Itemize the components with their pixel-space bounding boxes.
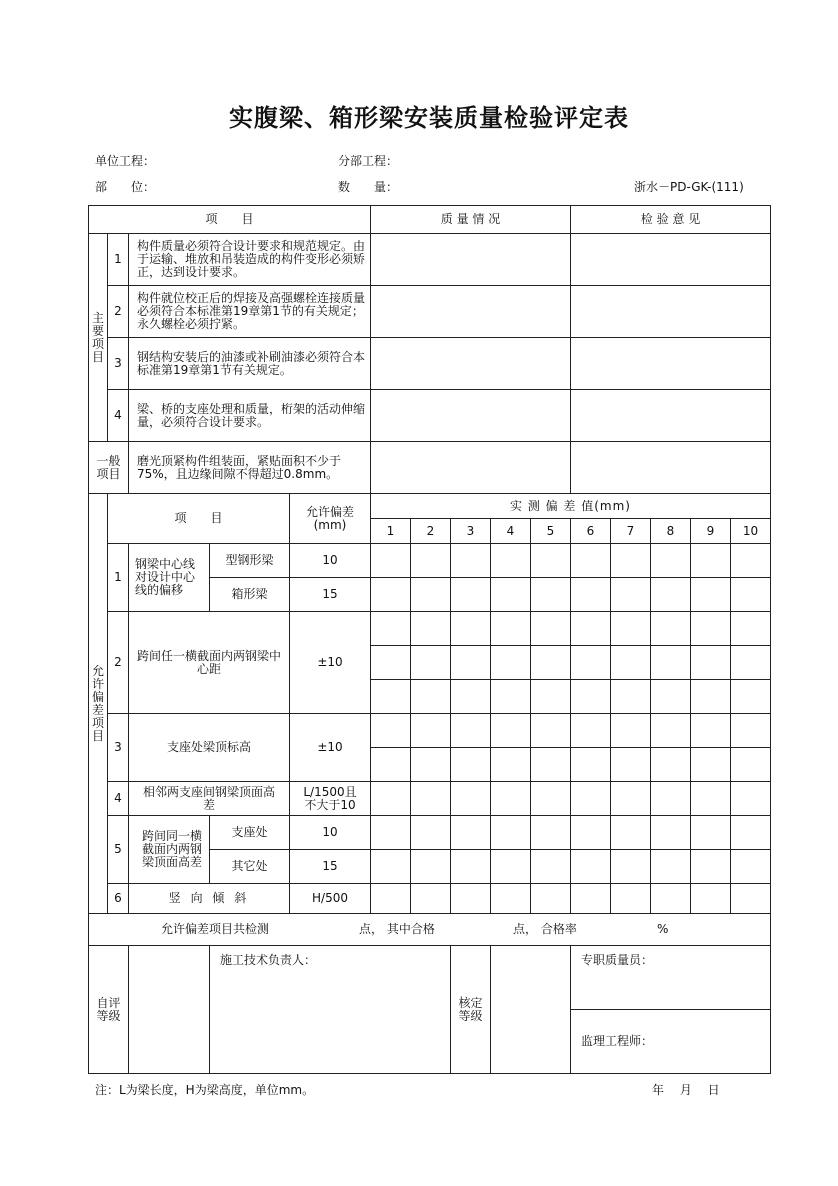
measure-cell[interactable] <box>451 680 491 714</box>
footnote: 注：L为梁长度，H为梁高度，单位mm。 <box>95 1083 315 1097</box>
tol-row-name: 竖 向 倾 斜 <box>129 884 290 914</box>
measure-cell[interactable] <box>371 850 411 884</box>
measure-cell[interactable] <box>731 612 771 646</box>
measure-cell[interactable] <box>451 782 491 816</box>
measure-cell[interactable] <box>571 884 611 914</box>
quality-cell[interactable] <box>371 338 571 390</box>
measure-cell[interactable] <box>731 646 771 680</box>
col-item-header: 项 目 <box>89 206 371 234</box>
measure-cell[interactable] <box>411 850 451 884</box>
measure-cell[interactable] <box>411 680 451 714</box>
measure-cell[interactable] <box>451 850 491 884</box>
quality-cell[interactable] <box>371 390 571 442</box>
tol-row-subitem: 支座处 <box>210 816 290 850</box>
measure-cell[interactable] <box>731 748 771 782</box>
measure-cell[interactable] <box>651 782 691 816</box>
quality-cell[interactable] <box>371 442 571 494</box>
measure-cell[interactable] <box>691 612 731 646</box>
measure-cell[interactable] <box>651 612 691 646</box>
measure-cell[interactable] <box>371 612 411 646</box>
measure-col: 10 <box>731 519 771 544</box>
tol-row-value: 10 <box>290 816 371 850</box>
tol-row-value: L/1500且不大于10 <box>290 782 371 816</box>
measure-cell[interactable] <box>611 714 651 748</box>
measure-cell[interactable] <box>411 884 451 914</box>
part-label: 部 位： <box>95 180 156 194</box>
measure-cell[interactable] <box>691 544 731 578</box>
measure-cell[interactable] <box>531 680 571 714</box>
measure-cell[interactable] <box>651 714 691 748</box>
measure-cell[interactable] <box>531 816 571 850</box>
col-opinion-header: 检 验 意 见 <box>571 206 771 234</box>
tol-row-subitem: 其它处 <box>210 850 290 884</box>
measure-cell[interactable] <box>531 748 571 782</box>
measure-cell[interactable] <box>411 816 451 850</box>
measure-cell[interactable] <box>531 578 571 612</box>
measure-cell[interactable] <box>491 646 531 680</box>
form-code: 浙水－PD-GK-(111) <box>634 180 744 194</box>
general-item-text: 磨光顶紧构件组装面，紧贴面积不少于75%，且边缘间隙不得超过0.8mm。 <box>129 442 371 494</box>
measure-cell[interactable] <box>371 748 411 782</box>
main-item-no: 2 <box>108 286 129 338</box>
measure-cell[interactable] <box>651 680 691 714</box>
measure-cell[interactable] <box>451 612 491 646</box>
measure-cell[interactable] <box>491 714 531 748</box>
tol-row-no: 5 <box>108 816 129 884</box>
tol-row-value: 15 <box>290 578 371 612</box>
tol-row-name: 钢梁中心线对设计中心线的偏移 <box>129 544 210 612</box>
measure-cell[interactable] <box>691 816 731 850</box>
measure-cell[interactable] <box>531 884 571 914</box>
tol-row-no: 1 <box>108 544 129 612</box>
measure-cell[interactable] <box>731 850 771 884</box>
measure-col: 5 <box>531 519 571 544</box>
inspection-table <box>88 205 771 1074</box>
measure-cell[interactable] <box>371 714 411 748</box>
tol-measure-header: 实 测 偏 差 值(mm) <box>371 494 771 519</box>
measure-cell[interactable] <box>491 782 531 816</box>
sub-project-label: 分部工程： <box>338 154 399 168</box>
col-quality-header: 质 量 情 况 <box>371 206 571 234</box>
measure-col: 9 <box>691 519 731 544</box>
measure-cell[interactable] <box>691 782 731 816</box>
measure-cell[interactable] <box>611 646 651 680</box>
measure-cell[interactable] <box>371 646 411 680</box>
tol-row-subitem: 型钢形梁 <box>210 544 290 578</box>
measure-cell[interactable] <box>451 714 491 748</box>
measure-cell[interactable] <box>451 748 491 782</box>
page-title: 实腹梁、箱形梁安装质量检验评定表 <box>229 104 629 132</box>
measure-cell[interactable] <box>531 646 571 680</box>
measure-cell[interactable] <box>491 612 531 646</box>
measure-cell[interactable] <box>411 748 451 782</box>
measure-col: 7 <box>611 519 651 544</box>
tol-row-name: 跨间任一横截面内两钢梁中心距 <box>129 612 290 714</box>
measure-cell[interactable] <box>731 782 771 816</box>
tol-row-value: ±10 <box>290 612 371 714</box>
tol-row-subitem: 箱形梁 <box>210 578 290 612</box>
quantity-label: 数 量： <box>338 180 399 194</box>
measure-cell[interactable] <box>611 578 651 612</box>
tol-row-value: 15 <box>290 850 371 884</box>
measure-col: 6 <box>571 519 611 544</box>
main-item-text: 构件质量必须符合设计要求和规范规定。由于运输、堆放和吊装造成的构件变形必须矫正，达到设计要求。 <box>129 234 371 286</box>
tol-row-name: 支座处梁顶标高 <box>129 714 290 782</box>
measure-cell[interactable] <box>571 680 611 714</box>
measure-cell[interactable] <box>491 884 531 914</box>
measure-col: 3 <box>451 519 491 544</box>
general-items-label: 一般项目 <box>89 442 129 494</box>
measure-cell[interactable] <box>451 816 491 850</box>
verify-grade-label: 核定等级 <box>451 946 491 1074</box>
measure-cell[interactable] <box>611 612 651 646</box>
measure-cell[interactable] <box>451 646 491 680</box>
measure-cell[interactable] <box>611 748 651 782</box>
measure-cell[interactable] <box>531 850 571 884</box>
opinion-cell[interactable] <box>571 234 771 286</box>
quality-cell[interactable] <box>371 234 571 286</box>
measure-cell[interactable] <box>531 544 571 578</box>
measure-cell[interactable] <box>651 544 691 578</box>
measure-cell[interactable] <box>571 544 611 578</box>
measure-cell[interactable] <box>571 782 611 816</box>
measure-cell[interactable] <box>531 612 571 646</box>
measure-cell[interactable] <box>611 544 651 578</box>
measure-cell[interactable] <box>731 680 771 714</box>
measure-cell[interactable] <box>731 578 771 612</box>
unit-project-label: 单位工程： <box>95 154 156 168</box>
measure-cell[interactable] <box>491 748 531 782</box>
tol-row-name: 跨间同一横截面内两钢梁顶面高差 <box>129 816 210 884</box>
measure-cell[interactable] <box>691 884 731 914</box>
tol-row-no: 3 <box>108 714 129 782</box>
measure-cell[interactable] <box>611 782 651 816</box>
measure-cell[interactable] <box>491 578 531 612</box>
measure-cell[interactable] <box>731 816 771 850</box>
measure-cell[interactable] <box>411 544 451 578</box>
tol-item-header: 项 目 <box>108 494 290 544</box>
measure-cell[interactable] <box>571 850 611 884</box>
measure-cell[interactable] <box>571 816 611 850</box>
measure-cell[interactable] <box>571 646 611 680</box>
verify-grade-value[interactable] <box>491 946 571 1074</box>
measure-cell[interactable] <box>691 578 731 612</box>
main-item-no: 3 <box>108 338 129 390</box>
measure-cell[interactable] <box>371 816 411 850</box>
measure-cell[interactable] <box>371 578 411 612</box>
opinion-cell[interactable] <box>571 442 771 494</box>
measure-cell[interactable] <box>611 884 651 914</box>
measure-cell[interactable] <box>691 646 731 680</box>
measure-cell[interactable] <box>371 680 411 714</box>
measure-cell[interactable] <box>371 544 411 578</box>
tol-allow-header: 允许偏差(mm) <box>290 494 371 544</box>
measure-cell[interactable] <box>651 748 691 782</box>
measure-cell[interactable] <box>491 544 531 578</box>
measure-col: 4 <box>491 519 531 544</box>
main-item-text: 钢结构安装后的油漆或补刷油漆必须符合本标准第19章第1节有关规定。 <box>129 338 371 390</box>
measure-cell[interactable] <box>651 850 691 884</box>
main-item-no: 4 <box>108 390 129 442</box>
measure-cell[interactable] <box>651 816 691 850</box>
self-grade-label: 自评等级 <box>89 946 129 1074</box>
tol-row-value: ±10 <box>290 714 371 782</box>
tol-row-value: 10 <box>290 544 371 578</box>
measure-cell[interactable] <box>571 578 611 612</box>
main-item-text: 梁、桥的支座处理和质量，桁架的活动伸缩量，必须符合设计要求。 <box>129 390 371 442</box>
measure-cell[interactable] <box>611 850 651 884</box>
tech-lead-signature: 施工技术负责人： <box>210 946 451 1074</box>
measure-col: 8 <box>651 519 691 544</box>
measure-cell[interactable] <box>731 544 771 578</box>
measure-cell[interactable] <box>691 680 731 714</box>
measure-cell[interactable] <box>411 782 451 816</box>
measure-col: 1 <box>371 519 411 544</box>
measure-cell[interactable] <box>371 884 411 914</box>
measure-cell[interactable] <box>531 782 571 816</box>
main-item-no: 1 <box>108 234 129 286</box>
measure-cell[interactable] <box>411 714 451 748</box>
measure-cell[interactable] <box>651 578 691 612</box>
measure-cell[interactable] <box>691 748 731 782</box>
main-items-label: 主要项目 <box>89 234 108 442</box>
measure-cell[interactable] <box>571 612 611 646</box>
measure-cell[interactable] <box>651 646 691 680</box>
main-item-text: 构件就位校正后的焊接及高强螺栓连接质量必须符合本标准第19章第1节的有关规定；永久螺栓必须拧紧。 <box>129 286 371 338</box>
measure-cell[interactable] <box>651 884 691 914</box>
measure-cell[interactable] <box>491 850 531 884</box>
tol-row-no: 6 <box>108 884 129 914</box>
opinion-cell[interactable] <box>571 390 771 442</box>
measure-cell[interactable] <box>491 680 531 714</box>
measure-cell[interactable] <box>571 714 611 748</box>
measure-cell[interactable] <box>571 748 611 782</box>
measure-cell[interactable] <box>371 782 411 816</box>
self-grade-value[interactable] <box>129 946 210 1074</box>
measure-cell[interactable] <box>731 884 771 914</box>
measure-col: 2 <box>411 519 451 544</box>
tolerance-summary: 允许偏差项目共检测 点， 其中合格 点， 合格率 % <box>89 914 771 946</box>
measure-cell[interactable] <box>611 816 651 850</box>
measure-cell[interactable] <box>691 714 731 748</box>
supervisor-signature: 监理工程师： <box>571 1010 771 1074</box>
opinion-cell[interactable] <box>571 338 771 390</box>
tol-row-value: H/500 <box>290 884 371 914</box>
tol-row-no: 2 <box>108 612 129 714</box>
measure-cell[interactable] <box>411 578 451 612</box>
tol-row-name: 相邻两支座间钢梁顶面高差 <box>129 782 290 816</box>
measure-cell[interactable] <box>451 578 491 612</box>
quality-staff-signature: 专职质量员： <box>571 946 771 1010</box>
measure-cell[interactable] <box>451 884 491 914</box>
measure-cell[interactable] <box>731 714 771 748</box>
measure-cell[interactable] <box>411 646 451 680</box>
measure-cell[interactable] <box>611 680 651 714</box>
measure-cell[interactable] <box>691 850 731 884</box>
tol-row-no: 4 <box>108 782 129 816</box>
tolerance-items-label: 允许偏差项目 <box>89 494 108 914</box>
measure-cell[interactable] <box>451 544 491 578</box>
quality-cell[interactable] <box>371 286 571 338</box>
opinion-cell[interactable] <box>571 286 771 338</box>
date-field: 年 月 日 <box>652 1083 720 1097</box>
measure-cell[interactable] <box>491 816 531 850</box>
measure-cell[interactable] <box>411 612 451 646</box>
measure-cell[interactable] <box>531 714 571 748</box>
